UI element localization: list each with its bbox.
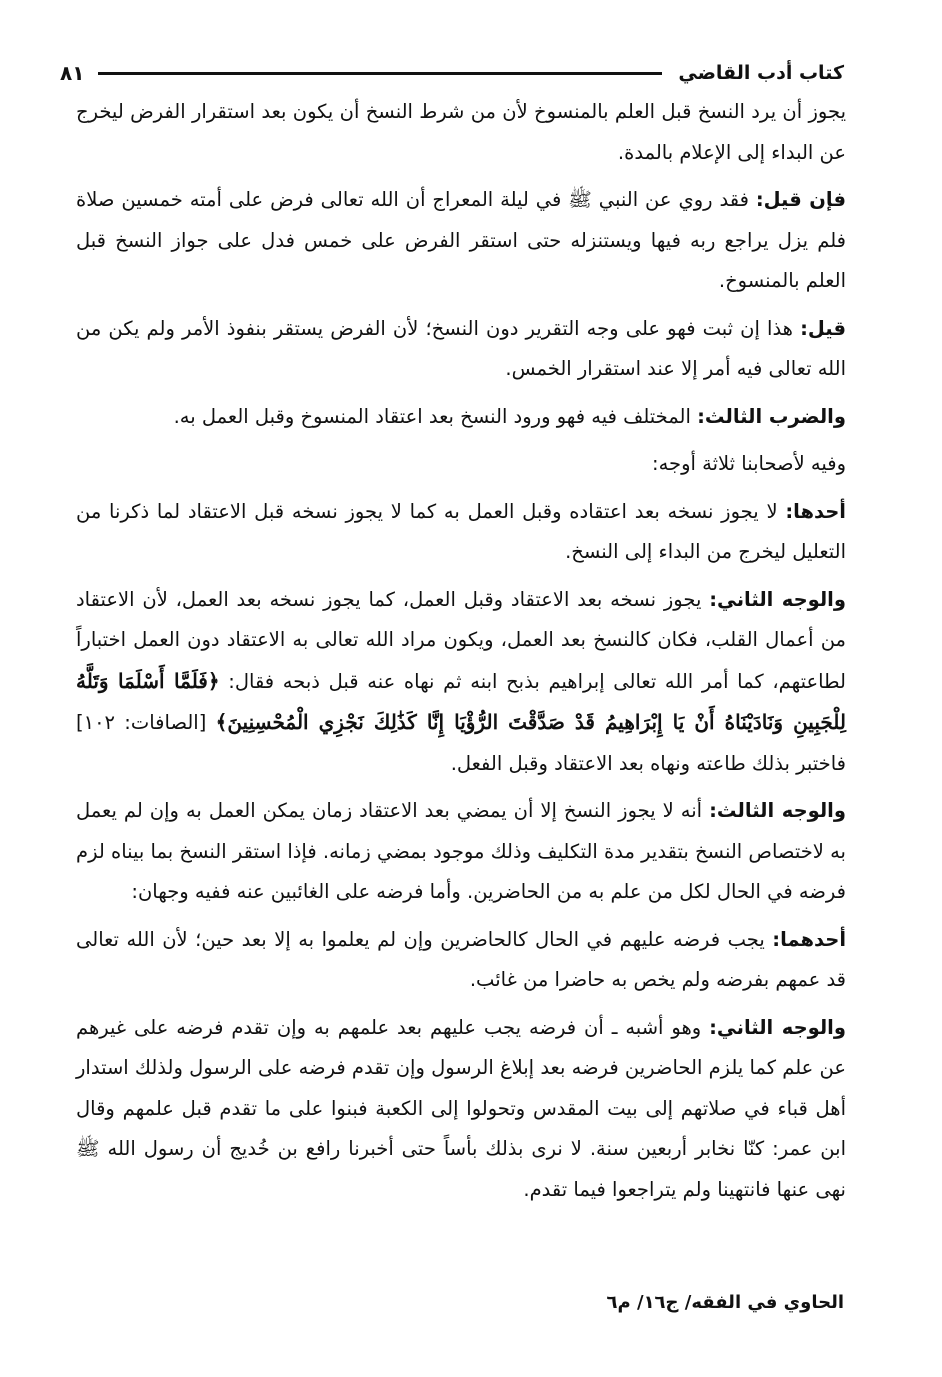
footer-signature: الحاوي في الفقه/ ج١٦/ م٦: [606, 1292, 844, 1313]
paragraph-lead: والضرب الثالث:: [697, 404, 846, 428]
paragraph-text: أنه لا يجوز النسخ إلا أن يمضي بعد الاعتقاد زمان يمكن العمل به وإن لم يعمل به لاختصاص النسخ بتقدير مدة التكليف وذلك موجود بمضي زمانه. فإذا استقر النسخ بما بيناه لزم فرضه في الحال لكل من علم به من الحاضرين. وأما فرضه على الغائبين عنه ففيه وجهان:: [76, 799, 846, 903]
paragraph: [76, 1008, 846, 1211]
header-rule: [98, 72, 662, 75]
paragraph: [76, 920, 846, 1001]
paragraph-lead: والوجه الثالث:: [709, 799, 846, 822]
paragraph-lead: والوجه الثاني:: [709, 587, 846, 611]
paragraph-text: هذا إن ثبت فهو على وجه التقرير دون النسخ؛ لأن الفرض يستقر بنفوذ الأمر ولم يكن من الله تعالى فيه أمر إلا عند استقرار الخمس.: [76, 316, 846, 380]
paragraph-lead: والوجه الثاني:: [709, 1015, 846, 1039]
page-body: [76, 92, 846, 1217]
paragraph-text: يجوز نسخه بعد الاعتقاد وقبل العمل، كما يجوز نسخه بعد العمل، لأن الاعتقاد من أعمال القلب، فكان كالنسخ بعد العمل، ويكون مراد الله تعالى به الاعتقاد دون العمل اختباراً لطاعتهم، كما أمر الله تعالى إبراهيم بذبح ابنه ثم نهاه عنه قبل ذبحه فقال:: [76, 587, 846, 693]
paragraph-text: فقد روي عن النبي ﷺ في ليلة المعراج أن الله تعالى فرض على أمته خمسين صلاة فلم يزل يراجع ربه فيها ويستنزله حتى استقر الفرض على خمس فدل على جواز النسخ قبل العلم بالمنسوخ.: [76, 188, 846, 292]
paragraph-text: يجوز أن يرد النسخ قبل العلم بالمنسوخ لأن من شرط النسخ أن يكون بعد استقرار الفرض ليخرج عن البداء إلى الإعلام بالمدة.: [76, 100, 846, 164]
page-header: [60, 56, 844, 90]
paragraph: [76, 397, 846, 438]
page-footer: [70, 1292, 844, 1313]
paragraph: [76, 92, 846, 173]
paragraph: [76, 580, 846, 785]
paragraph: [76, 309, 846, 390]
paragraph-lead: أحدهما:: [772, 927, 846, 951]
paragraph-lead: أحدها:: [785, 499, 846, 523]
paragraph: [76, 492, 846, 573]
quran-verse: ﴿فَلَمَّا أَسْلَمَا وَتَلَّهُ لِلْجَبِينِ وَنَادَيْنَاهُ أَنْ يَا إِبْرَاهِيمُ قَدْ صَدَّقْتَ الرُّؤْيَا إِنَّا كَذَٰلِكَ نَجْزِي الْمُحْسِنِينَ﴾: [76, 668, 847, 734]
paragraph: [76, 791, 846, 913]
paragraph: [76, 444, 846, 485]
paragraph-text: وهو أشبه ـ أن فرضه يجب عليهم بعد علمهم به وإن تقدم فرضه على غيرهم عن علم كما يلزم الحاضرين فرضه بعد إبلاغ الرسول وإن تقدم فرضه على الرسول ولذلك استدار أهل قباء في صلاتهم إلى بيت المقدس وتحولوا إلى الكعبة فبنوا على ما تقدم قبل علمهم وقال ابن عمر: كنّا نخابر أربعين سنة. لا نرى بذلك بأساً حتى أخبرنا رافع بن خُديج أن رسول الله ﷺ نهى عنها فانتهينا ولم يتراجعوا فيما تقدم.: [76, 1015, 846, 1201]
page-number: ٨١: [60, 61, 85, 85]
paragraph-text: لا يجوز نسخه بعد اعتقاده وقبل العمل به كما لا يجوز نسخه قبل الاعتقاد لما ذكرنا من التعليل ليخرج من البداء إلى النسخ.: [76, 499, 846, 563]
paragraph-lead: فإن قيل:: [755, 188, 846, 211]
paragraph-text: يجب فرضه عليهم في الحال كالحاضرين وإن لم يعلموا به إلا بعد حين؛ لأن الله تعالى قد عمهم بفرضه ولم يخص به حاضرا من غائب.: [76, 927, 846, 991]
running-title: كتاب أدب القاضي: [678, 62, 844, 84]
paragraph-lead: قيل:: [800, 316, 846, 340]
paragraph-tail: [الصافات: ١٠٢] فاختبر بذلك طاعته ونهاه بعد الاعتقاد وقبل الفعل.: [76, 711, 846, 775]
paragraph-text: المختلف فيه فهو ورود النسخ بعد اعتقاد المنسوخ وقبل العمل به.: [173, 404, 698, 428]
paragraph: [76, 180, 846, 302]
paragraph-text: وفيه لأصحابنا ثلاثة أوجه:: [652, 452, 846, 475]
